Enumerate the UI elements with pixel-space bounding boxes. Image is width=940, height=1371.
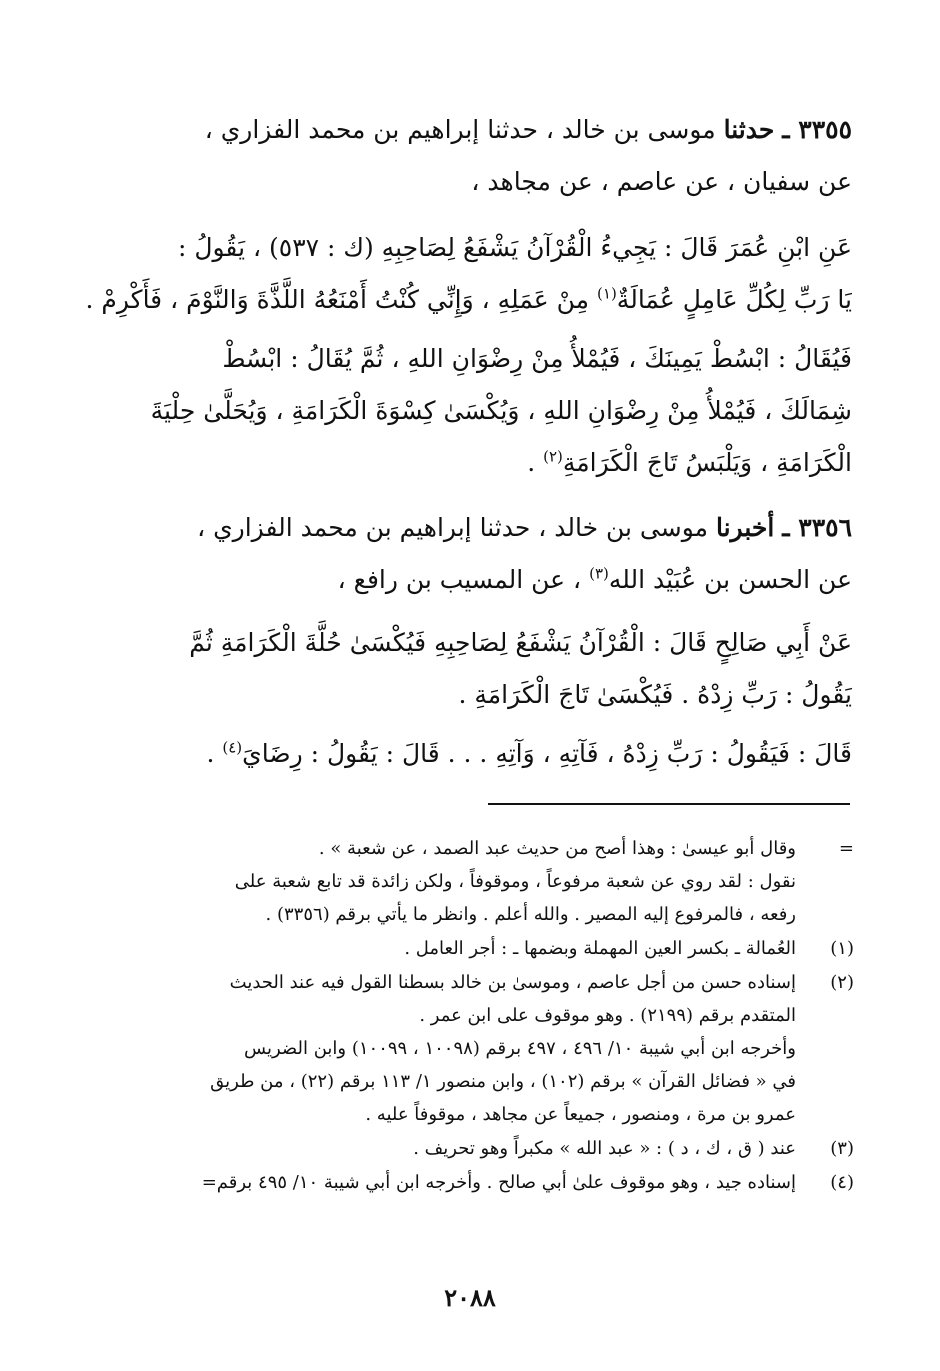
matn-text: قَالَ : فَيَقُولُ : رَبِّ زِدْهُ ، فَآتِهِ ، وَآتِهِ . . . قَالَ : يَقُولُ : رِضَايَ [242, 739, 852, 768]
footnote-line: رفعه ، فالمرفوع إليه المصير . والله أعلم . وانظر ما يأتي برقم (٣٣٥٦) . [265, 904, 796, 925]
transmission-verb: أخبرنا [715, 513, 775, 542]
hadith-number: ٣٣٥٦ ـ [782, 513, 852, 542]
matn-text: الْكَرَامَةِ ، وَيَلْبَسُ تَاجَ الْكَرَامَةِ [562, 448, 852, 477]
matn-line: شِمَالَكَ ، فَيُمْلأُ مِنْ رِضْوَانِ اللهِ ، وَيُكْسَىٰ كِسْوَةَ الْكَرَامَةِ ، وَيُحَلَّىٰ حِلْيَةَ [150, 396, 852, 425]
hadith-3356-matn-2 [82, 728, 852, 780]
matn-line [82, 274, 852, 326]
footnotes-section [84, 832, 854, 1200]
footnote-line: إسناده حسن من أجل عاصم ، وموسىٰ بن خالد بسطنا القول فيه عند الحديث [229, 972, 796, 993]
footnote-4 [84, 1166, 854, 1199]
matn-text: . [206, 739, 215, 768]
footnote-marker: = [838, 838, 854, 859]
hadith-3356-matn-1 [82, 617, 852, 721]
isnad-text: عن الحسن بن عُبَيْد الله [608, 565, 852, 594]
page-number: ٢٠٨٨ [444, 1283, 496, 1312]
hadith-3355-matn-1 [82, 222, 852, 326]
footnote-line: وقال أبو عيسىٰ : وهذا أصح من حديث عبد الصمد ، عن شعبة » . [318, 838, 796, 859]
matn-text: مِنْ عَمَلِهِ ، وَإِنِّي كُنْتُ أَمْنَعُهُ اللَّذَّةَ وَالنَّوْمَ ، فَأَكْرِمْ . [85, 285, 590, 314]
footnote-reference: (٤) [222, 738, 243, 757]
footnote-line: عند ( ق ، ك ، د ) : « عبد الله » مكبراً وهو تحريف . [413, 1138, 796, 1159]
matn-text: يَا رَبِّ لِكُلِّ عَامِلٍ عُمَالَةٌ [616, 285, 852, 314]
isnad-line [82, 104, 852, 156]
footnote-line: المتقدم برقم (٢١٩٩) . وهو موقوف على ابن عمر . [419, 1005, 796, 1026]
footnote-line: نقول : لقد روي عن شعبة مرفوعاً ، وموقوفاً ، ولكن زائدة قد تابع شعبة على [234, 871, 796, 892]
isnad-line: عن سفيان ، عن عاصم ، عن مجاهد ، [471, 167, 852, 196]
footnote-continued [84, 832, 854, 931]
footnote-3 [84, 1132, 854, 1165]
isnad-text: موسى بن خالد ، حدثنا إبراهيم بن محمد الفزاري ، [197, 513, 709, 542]
isnad-text: موسى بن خالد ، حدثنا إبراهيم بن محمد الفزاري ، [204, 115, 716, 144]
matn-line: يَقُولُ : رَبِّ زِدْهُ . فَيُكْسَىٰ تَاجَ الْكَرَامَةِ . [458, 680, 852, 709]
isnad-line [82, 554, 852, 606]
matn-text: . [527, 448, 536, 477]
footnote-2 [84, 966, 854, 1131]
hadith-3356-isnad [82, 502, 852, 606]
isnad-text: ، عن المسيب بن رافع ، [337, 565, 582, 594]
transmission-verb: حدثنا [723, 115, 775, 144]
footnote-line: في « فضائل القرآن » برقم (١٠٢) ، وابن منصور ١/ ١١٣ برقم (٢٢) ، من طريق [210, 1071, 796, 1092]
hadith-number: ٣٣٥٥ ـ [782, 115, 852, 144]
footnote-reference: (٢) [543, 447, 563, 466]
matn-line: عَنِ ابْنِ عُمَرَ قَالَ : يَجِيءُ الْقُرْآنُ يَشْفَعُ لِصَاحِبِهِ (ك : ٥٣٧) ، يَقُولُ : [177, 233, 852, 262]
footnote-1 [84, 932, 854, 965]
footnote-line: وأخرجه ابن أبي شيبة ١٠/ ٤٩٦ ، ٤٩٧ برقم (١٠٠٩٨ ، ١٠٠٩٩) وابن الضريس [244, 1038, 796, 1059]
hadith-3355-isnad [82, 104, 852, 208]
footnote-reference: (٣) [589, 564, 609, 583]
footnote-reference: (١) [597, 284, 617, 303]
footnote-marker: (٢) [830, 972, 854, 993]
footnote-line: عمرو بن مرة ، ومنصور ، جميعاً عن مجاهد ، موقوفاً عليه . [365, 1104, 796, 1125]
footnote-line: إسناده جيد ، وهو موقوف علىٰ أبي صالح . وأخرجه ابن أبي شيبة ١٠/ ٤٩٥ برقم= [201, 1172, 796, 1193]
footnote-line: العُمالة ـ بكسر العين المهملة وبضمها ـ : أجر العامل . [404, 938, 796, 959]
isnad-line [82, 502, 852, 554]
footnote-marker: (١) [830, 938, 854, 959]
matn-line [82, 437, 852, 489]
matn-line: عَنْ أَبِي صَالِحٍ قَالَ : الْقُرْآنُ يَشْفَعُ لِصَاحِبِهِ فَيُكْسَىٰ حُلَّةَ الْكَرَامَةِ ثُمَّ [189, 628, 852, 657]
footnote-marker: (٣) [830, 1138, 854, 1159]
matn-line [82, 728, 852, 780]
footnote-marker: (٤) [830, 1172, 854, 1193]
footnote-divider [488, 803, 850, 805]
hadith-3355-matn-2 [82, 333, 852, 489]
matn-line: فَيُقَالُ : ابْسُطْ يَمِينَكَ ، فَيُمْلأُ مِنْ رِضْوَانِ اللهِ ، ثُمَّ يُقَالُ : ابْسُطْ [222, 344, 852, 373]
